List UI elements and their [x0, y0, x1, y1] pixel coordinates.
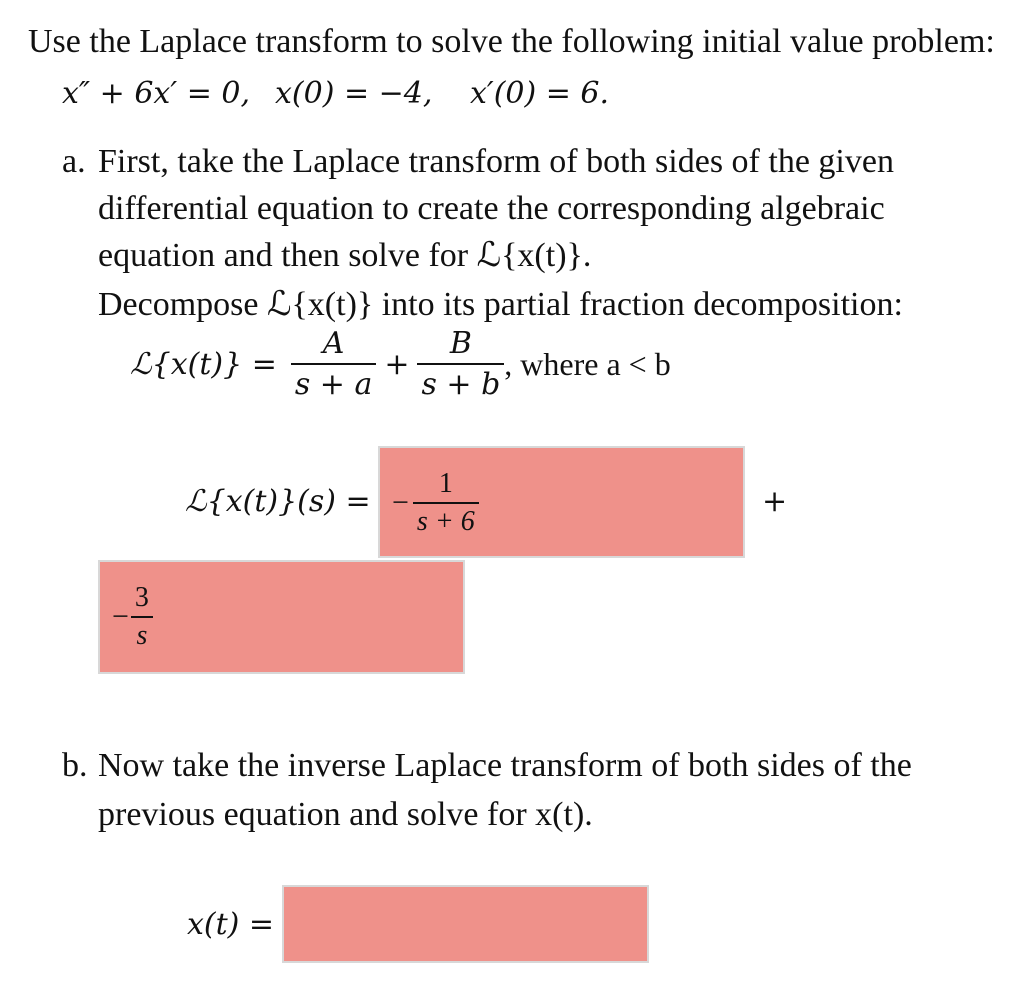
- answer-1-denominator: s + 6: [416, 506, 475, 537]
- intro-text: Use the Laplace transform to solve the following initial value problem:: [28, 23, 995, 60]
- answer-2-denominator: s: [136, 620, 148, 651]
- part-a-line-4: Decompose ℒ{x(t)} into its partial fraction decomposition:: [98, 286, 903, 323]
- fraction-b-denominator: s + b: [421, 367, 501, 402]
- fraction-a-denominator: s + a: [294, 367, 373, 402]
- decomposition-formula: [130, 325, 671, 403]
- decomposition-plus: +: [384, 346, 410, 382]
- answer-2-expression: [112, 582, 153, 652]
- plus-between-answers: +: [762, 484, 788, 519]
- answer-box-2[interactable]: [98, 560, 465, 674]
- part-a-line-2: differential equation to create the corresponding algebraic: [98, 190, 885, 227]
- part-a-line-1: First, take the Laplace transform of both sides of the given: [98, 143, 894, 180]
- part-a-label: a.: [62, 143, 86, 180]
- answer-1-expression: [392, 468, 479, 538]
- decomposition-lhs: ℒ{x(t)} =: [130, 346, 277, 382]
- fraction-a: [291, 326, 377, 402]
- fraction-a-numerator: A: [322, 326, 345, 361]
- answer-2-numerator: 3: [134, 582, 149, 613]
- answer-2-sign: −: [112, 600, 129, 633]
- answer-2-fraction: [131, 582, 153, 652]
- answer-1-fraction: [413, 468, 479, 538]
- where-condition: , where a < b: [504, 345, 671, 382]
- inverse-answer-lhs: x(t) =: [187, 907, 275, 942]
- answer-box-1[interactable]: [378, 446, 745, 558]
- ivp-condition-1: x(0) = −4,: [275, 76, 433, 111]
- fraction-b-numerator: B: [449, 326, 472, 361]
- part-a-line-3: equation and then solve for ℒ{x(t)}.: [98, 237, 592, 274]
- answer-1-sign: −: [392, 486, 409, 519]
- answer-1-numerator: 1: [438, 468, 453, 499]
- fraction-b: [417, 326, 504, 402]
- ivp-condition-2: x′(0) = 6.: [470, 76, 610, 111]
- ivp-equation: x″ + 6x′ = 0,: [62, 76, 250, 111]
- part-b-line-2: previous equation and solve for x(t).: [98, 796, 593, 833]
- answer-box-x-of-t[interactable]: [282, 885, 649, 963]
- part-b-label: b.: [62, 747, 88, 784]
- laplace-answer-lhs: ℒ{x(t)}(s) =: [185, 484, 371, 519]
- part-b-line-1: Now take the inverse Laplace transform of both sides of the: [98, 747, 912, 784]
